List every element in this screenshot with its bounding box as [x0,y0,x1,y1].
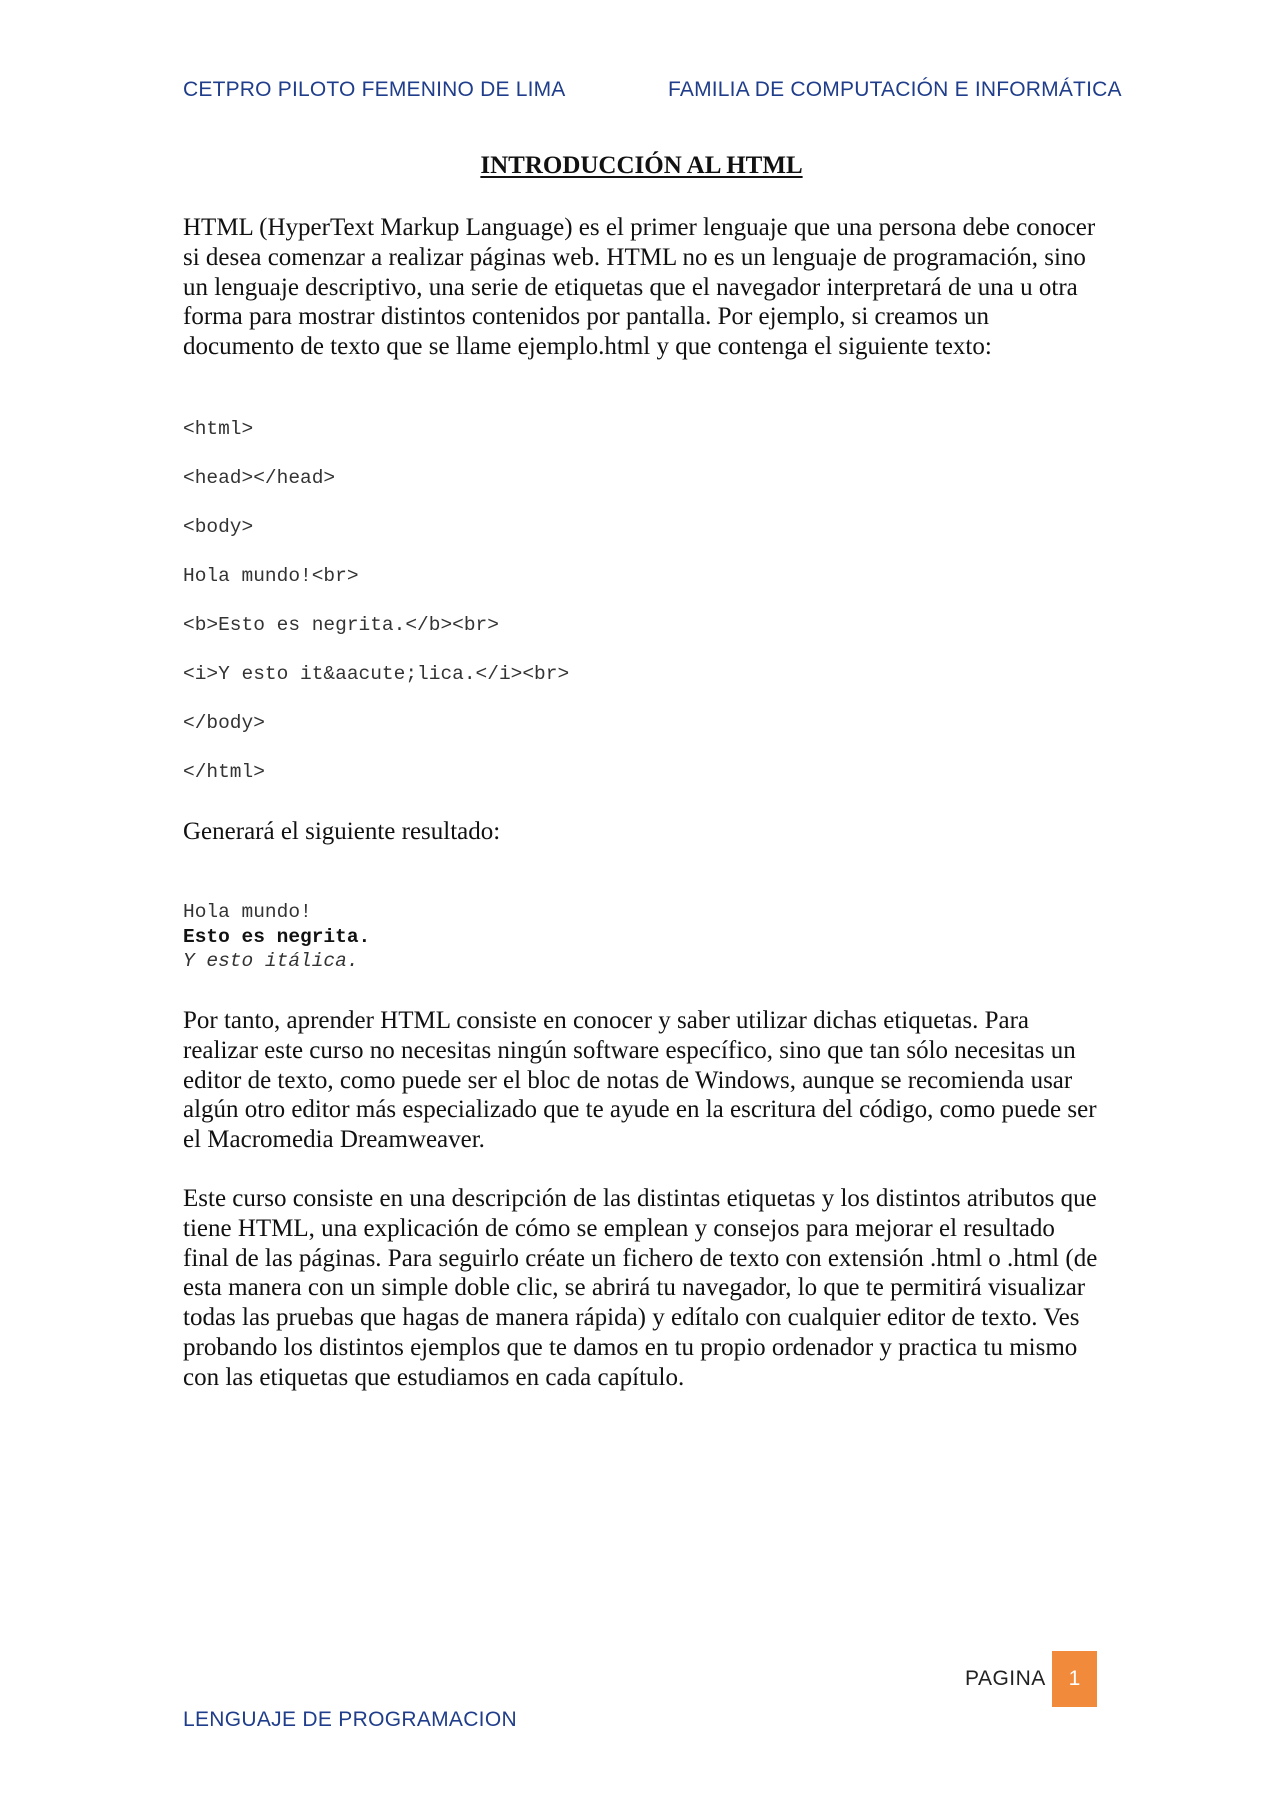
header-institution: CETPRO PILOTO FEMENINO DE LIMA [183,78,566,101]
code-line: <head></head> [183,467,336,489]
header-department: FAMILIA DE COMPUTACIÓN E INFORMÁTICA [668,78,1122,101]
intro-paragraph: HTML (HyperText Markup Language) es el primer lenguaje que una persona debe conocer si desea comenzar a realizar páginas web. HTML no es un lenguaje de programación, sino un lenguaje descriptivo, una serie de etiquetas que el navegador interpretará de una u otra forma para mostrar distintos contenidos por pantalla. Por ejemplo, si creamos un documento de texto que se llame ejemplo.html y que contenga el siguiente texto: [183,214,1096,361]
code-line: </html> [183,761,265,783]
output-line-plain: Hola mundo! [183,901,312,923]
footer-course-name: LENGUAJE DE PROGRAMACION [183,1708,517,1731]
code-line: Hola mundo!<br> [183,565,359,587]
code-example [183,417,569,809]
output-line-bold: Esto es negrita. [183,925,371,948]
code-line: <body> [183,516,254,538]
result-intro: Generará el siguiente resultado: [183,818,501,845]
code-line: </body> [183,712,265,734]
paragraph-course: Este curso consiste en una descripción de las distintas etiquetas y los distintos atributos que tiene HTML, una explicación de cómo se emplean y consejos para mejorar el resultado final de las páginas. Para seguirlo créate un fichero de texto con extensión .html o .html (de esta manera con un simple doble clic, se abrirá tu navegador, lo que te permitirá visualizar todas las pruebas que hagas de manera rápida) y edítalo con cualquier editor de texto. Ves probando los distintos ejemplos que te damos en tu propio ordenador y practica tu mismo con las etiquetas que estudiamos en cada capítulo. [183,1185,1098,1391]
page-number-badge: 1 [1052,1651,1097,1707]
code-line: <html> [183,418,254,440]
footer-page-label: PAGINA [965,1667,1046,1690]
rendered-output [183,900,370,974]
paragraph-tools: Por tanto, aprender HTML consiste en conocer y saber utilizar dichas etiquetas. Para realizar este curso no necesitas ningún software específico, sino que tan sólo necesitas un editor de texto, como puede ser el bloc de notas de Windows, aunque se recomienda usar algún otro editor más especializado que te ayude en la escritura del código, como puede ser el Macromedia Dreamweaver. [183,1007,1097,1154]
output-line-italic: Y esto itálica. [183,950,359,972]
page-title: INTRODUCCIÓN AL HTML [480,152,803,179]
code-line: <i>Y esto it&aacute;lica.</i><br> [183,663,570,685]
code-line: <b>Esto es negrita.</b><br> [183,614,499,636]
